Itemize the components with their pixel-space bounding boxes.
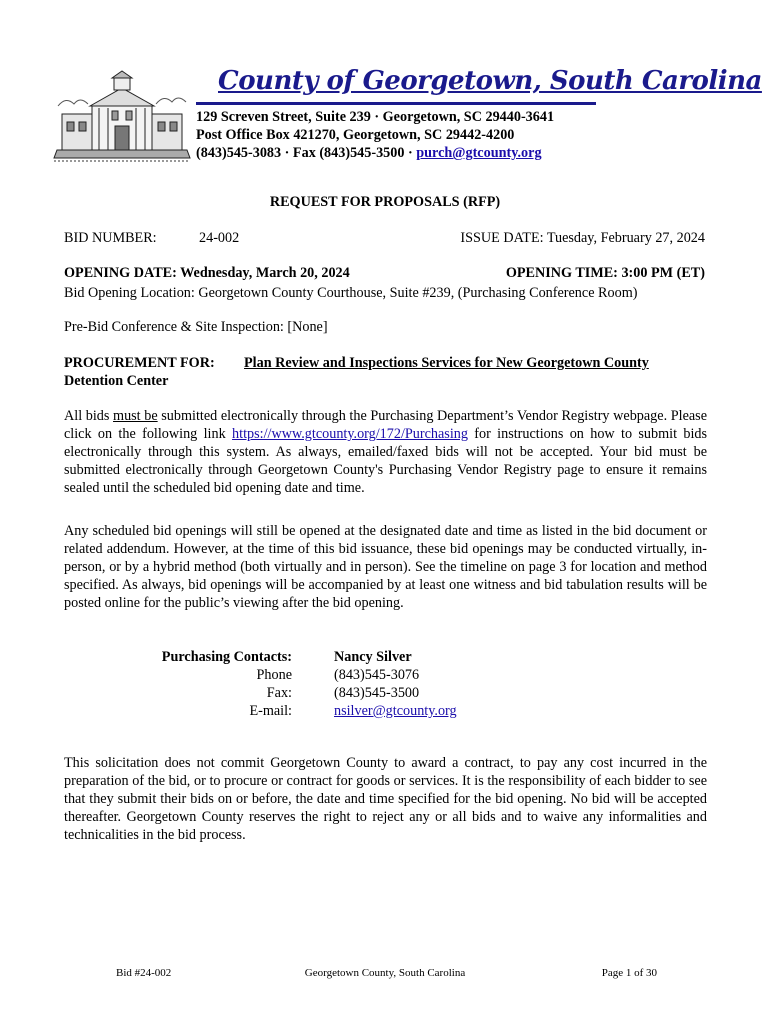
procurement-continuation: Detention Center bbox=[64, 373, 169, 389]
bid-opening-location: Bid Opening Location: Georgetown County Courthouse, Suite #239, (Purchasing Conference Room) bbox=[64, 285, 638, 301]
para1-text-1: All bids bbox=[64, 408, 114, 424]
opening-date: OPENING DATE: Wednesday, March 20, 2024 bbox=[64, 265, 350, 281]
purchasing-contacts-label: Purchasing Contacts: bbox=[161, 649, 292, 665]
purchasing-email-link[interactable]: purch@gtcounty.org bbox=[416, 145, 542, 161]
issue-date: ISSUE DATE: Tuesday, February 27, 2024 bbox=[460, 230, 705, 246]
contact-name: Nancy Silver bbox=[334, 649, 412, 665]
contact-phone: (843)545-3076 bbox=[334, 667, 420, 683]
bid-number-label: BID NUMBER: bbox=[64, 230, 157, 246]
para1-text-3: for instructions on how to submit bids electronically through this system. As always, emailed/faxed bids will not be accepted. Your bid must be submitted electronically through Georgetown County's Purchasing Vendor Registry page to ensure it remains sealed until the scheduled bid opening date and time. bbox=[64, 426, 707, 496]
disclaimer-paragraph: This solicitation does not commit Georgetown County to award a contract, to pay any cost incurred in the preparation of the bid, or to procure or contract for goods or services. It is the responsibility of each bidder to see that they submit their bids on or before, the date and time specified for the bid opening. No bid will be accepted thereafter. Georgetown County reserves the right to reject any or all bids and to waive any informalities and technicalities in the bid process. bbox=[64, 755, 707, 843]
bid-opening-notice-paragraph: Any scheduled bid openings will still be opened at the designated date and time as listed in the bid document or related addendum. However, at the time of this bid issuance, these bid openings may be conducted virtually, in-person, or by a hybrid method (both virtually and in person). See the timeline on page 3 for location and method specified. As always, bid openings will be accompanied by at least one witness and bid tabulation results will be posted online for the public’s viewing after the bid opening. bbox=[64, 523, 707, 611]
must-be-emphasis: must be bbox=[113, 408, 158, 424]
phone-fax-text: (843)545-3083 · Fax (843)545-3500 · bbox=[196, 145, 417, 161]
footer-page-number: Page 1 of 30 bbox=[601, 967, 657, 979]
opening-time: OPENING TIME: 3:00 PM (ET) bbox=[505, 265, 705, 281]
purchasing-page-link[interactable]: https://www.gtcounty.org/172/Purchasing bbox=[232, 426, 468, 442]
fax-label: Fax: bbox=[266, 685, 292, 701]
contacts-labels bbox=[152, 648, 292, 720]
address-line-1: 129 Screven Street, Suite 239 · Georgetown, SC 29440-3641 bbox=[196, 109, 555, 125]
contact-email-link[interactable]: nsilver@gtcounty.org bbox=[334, 703, 457, 719]
footer-bid-number: Bid #24-002 bbox=[116, 967, 172, 979]
contact-fax: (843)545-3500 bbox=[334, 685, 420, 701]
bid-number-value: 24-002 bbox=[199, 230, 240, 246]
contacts-values bbox=[334, 648, 457, 720]
footer-county: Georgetown County, South Carolina bbox=[304, 967, 466, 979]
rfp-title: REQUEST FOR PROPOSALS (RFP) bbox=[269, 194, 501, 210]
procurement-value: Plan Review and Inspections Services for New Georgetown County bbox=[244, 355, 649, 371]
phone-fax-line bbox=[196, 144, 554, 162]
email-label: E-mail: bbox=[249, 703, 292, 719]
pre-bid-conference: Pre-Bid Conference & Site Inspection: [None] bbox=[64, 319, 328, 335]
submission-instructions-paragraph bbox=[64, 407, 707, 497]
title-underline-rule bbox=[196, 102, 596, 105]
procurement-label-text: PROCUREMENT FOR: bbox=[64, 355, 215, 371]
procurement-label bbox=[64, 354, 239, 390]
address-line-2: Post Office Box 421270, Georgetown, SC 29442-4200 bbox=[196, 127, 515, 143]
county-title: County of Georgetown, South Carolina bbox=[218, 66, 762, 96]
para1-text-2: submitted electronically through the Purchasing Department’s Vendor Registry webpage. Please click on the following link bbox=[64, 408, 707, 442]
county-address-block bbox=[196, 108, 554, 162]
courthouse-seal-image bbox=[52, 66, 192, 166]
phone-label: Phone bbox=[256, 667, 292, 683]
